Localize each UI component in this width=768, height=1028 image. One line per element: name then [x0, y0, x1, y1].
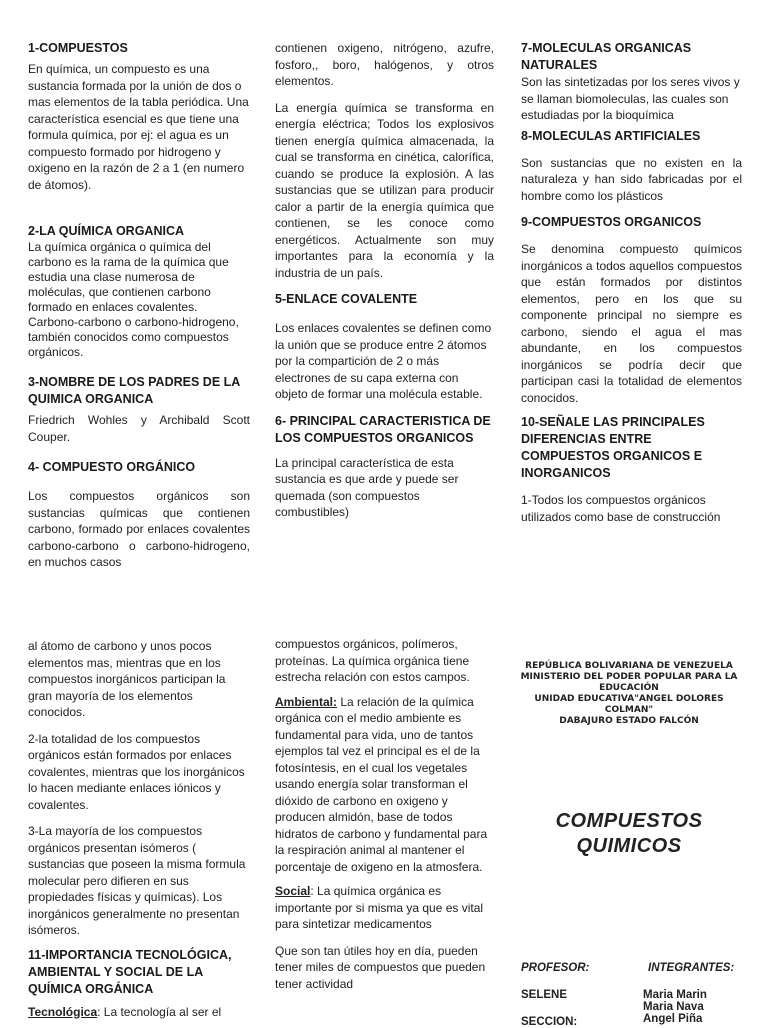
paragraph-enlaces: 2-la totalidad de los compuestos orgánicos están formados por enlaces covalentes, mientras que los inorgánicos lo hacen mediante enlaces iónicos y covalentes.	[28, 731, 245, 812]
paragraph-quimica-organica: La química orgánica o química del carbono es la rama de la química que estudia una clase numerosa de moléculas, que contienen carbono formado en enlaces covalentes. Carbono-carbono o carbono-hidrogeno, también conocidos como compuestos orgánicos.	[28, 240, 239, 359]
integrante-1: Maria Marin	[643, 989, 707, 1001]
institution-line-3: UNIDAD EDUCATIVA"ANGEL DOLORES COLMAN"	[534, 694, 724, 715]
heading-importancia: 11-IMPORTANCIA TECNOLÓGICA, AMBIENTAL Y SOCIAL DE LA QUÍMICA ORGÁNICA	[28, 947, 232, 996]
profesor-name: SELENE	[521, 989, 568, 1001]
paragraph-enlace-covalente: Los enlaces covalentes se definen como la unión que se produce entre 2 átomos por la compartición de 2 o más electrones de su capa externa con objeto de formar una molécula estable.	[275, 321, 492, 401]
heading-padres: 3-NOMBRE DE LOS PADRES DE LA QUIMICA ORGANICA	[28, 375, 240, 406]
integrante-3: Angel Piña	[643, 1013, 703, 1025]
integrantes-label: INTEGRANTES:	[648, 962, 735, 974]
paragraph-principal-caracteristica: La principal característica de esta sustancia es que arde y puede ser quemada (son compuestos combustibles)	[275, 455, 459, 519]
column-5	[275, 636, 493, 1000]
social-label: Social	[275, 884, 311, 898]
cover-title	[516, 809, 742, 859]
paragraph-elementos: contienen oxigeno, nitrógeno, azufre, fosforo,, boro, halógenos, y otros elementos.	[275, 41, 494, 88]
paragraph-energia-quimica: La energía química se transforma en energía eléctrica; Todos los explosivos tienen energía química almacenada, la cual se transforma en cinética, calorífica, cuando se produce la explosión. A las sustancias que se utilizan para producir calor a partir de la energía química que contienen, se les conoce como energéticos. Actualmente son muy importantes para la economía y la industria de un país.	[275, 100, 494, 280]
heading-quimica-organica: 2-LA QUÍMICA ORGANICA	[28, 224, 185, 238]
institution-line-2: MINISTERIO DEL PODER POPULAR PARA LA EDUCACIÓN	[520, 672, 738, 693]
cover-title-line-2: QUIMICOS	[576, 835, 682, 857]
profesor-label: PROFESOR:	[521, 962, 590, 974]
institution-line-4: DABAJURO ESTADO FALCÓN	[559, 716, 699, 726]
paragraph-compuestos-inorganicos: Se denomina compuesto químicos inorgánicos a todos aquellos compuestos que están formados por distintos elementos, pero en los que su componente principal no siempre es carbono, siendo el agua el mas abundante, en los compuestos inorgánicos se podría decir que participan casi la totalidad de elementos conocidos.	[521, 242, 742, 405]
paragraph-polimeros: compuestos orgánicos, polímeros, proteínas. La química orgánica tiene estrecha relación con estos campos.	[275, 637, 470, 684]
paragraph-moleculas-artificiales: Son sustancias que no existen en la naturaleza y han sido fabricadas por el hombre como los plásticos	[521, 155, 742, 203]
paragraph-diferencias: 1-Todos los compuestos orgánicos utilizados como base de construcción	[521, 493, 721, 524]
social-text: : La química orgánica es importante por si misma ya que es vital para sintetizar medicamentos	[275, 884, 484, 931]
institution-line-1: REPÚBLICA BOLIVARIANA DE VENEZUELA	[525, 661, 733, 671]
column-4	[28, 638, 250, 1028]
heading-compuestos-organicos: 9-COMPUESTOS ORGANICOS	[521, 215, 702, 229]
paragraph-medicamentos: Que son tan útiles hoy en día, pueden tener miles de compuestos que pueden tener actividad	[275, 943, 486, 991]
tecnologica-text: : La tecnología al ser el	[97, 1004, 222, 1019]
column-3	[521, 40, 742, 533]
institution-header	[516, 661, 742, 727]
seccion-label: SECCION:	[521, 1016, 578, 1028]
heading-enlace-covalente: 5-ENLACE COVALENTE	[275, 292, 418, 306]
heading-compuesto-organico: 4- COMPUESTO ORGÁNICO	[28, 460, 196, 474]
heading-diferencias: 10-SEÑALE LAS PRINCIPALES DIFERENCIAS ENTRE COMPUESTOS ORGANICOS E INORGANICOS	[521, 415, 705, 480]
ambiental-label: Ambiental:	[275, 694, 338, 709]
heading-moleculas-artificiales: 8-MOLECULAS ARTIFICIALES	[521, 128, 701, 143]
integrantes-list	[643, 989, 707, 1025]
paragraph-atomo-carbono: al átomo de carbono y unos pocos elementos mas, mientras que en los compuestos inorgánicos participan la gran mayoría de los elementos conocidos.	[28, 639, 226, 719]
paragraph-compuesto-organico: Los compuestos orgánicos son sustancias químicas que contienen carbono, formado por enlaces covalentes carbono-carbono o carbono-hidrogeno, en muchos casos	[28, 489, 250, 569]
column-2	[275, 40, 494, 529]
paragraph-tecnologica	[28, 1004, 250, 1021]
paragraph-compuestos: En química, un compuesto es una sustancia formada por la unión de dos o mas elementos de la tabla periódica. Una característica esencial es que tiene una formula química, por ej: el agua es un compuesto formado por hidrogeno y oxigeno en la razón de 2 a 1 (en numero de átomos).	[28, 62, 249, 192]
column-1	[28, 40, 250, 579]
paragraph-padres: Friedrich Wohles y Archibald Scott Couper.	[28, 413, 250, 444]
paragraph-moleculas-naturales: Son las sintetizadas por los seres vivos y se llaman biomoleculas, las cuales son estudiadas por la bioquímica	[521, 75, 740, 122]
cover-title-line-1: COMPUESTOS	[555, 810, 703, 832]
tecnologica-label: Tecnológica	[28, 1004, 98, 1019]
paragraph-ambiental	[275, 694, 493, 876]
heading-compuestos: 1-COMPUESTOS	[28, 41, 128, 55]
heading-principal-caracteristica: 6- PRINCIPAL CARACTERISTICA DE LOS COMPUESTOS ORGANICOS	[275, 413, 491, 445]
ambiental-text: La relación de la química orgánica con el medio ambiente es fundamental para vida, uno de tantos ejemplos tal vez el principal es el de la fotosíntesis, en el cual los vegetales usando energía solar transforman el dióxido de carbono en oxigeno y producen almidón, base de todos hidratos de carbono y fundamental para la respiración animal al mantener el porcentaje de oxigeno en la atmosfera.	[275, 694, 488, 874]
paragraph-isomeros: 3-La mayoría de los compuestos orgánicos presentan isómeros ( sustancias que poseen la misma formula molecular pero difieren en sus propiedades físicas y químicas). Los inorgánicos generalmente no presentan isómeros.	[28, 824, 246, 937]
integrante-2: Maria Nava	[643, 1001, 704, 1013]
paragraph-social	[275, 883, 493, 933]
heading-moleculas-naturales: 7-MOLECULAS ORGANICAS NATURALES	[521, 41, 692, 72]
